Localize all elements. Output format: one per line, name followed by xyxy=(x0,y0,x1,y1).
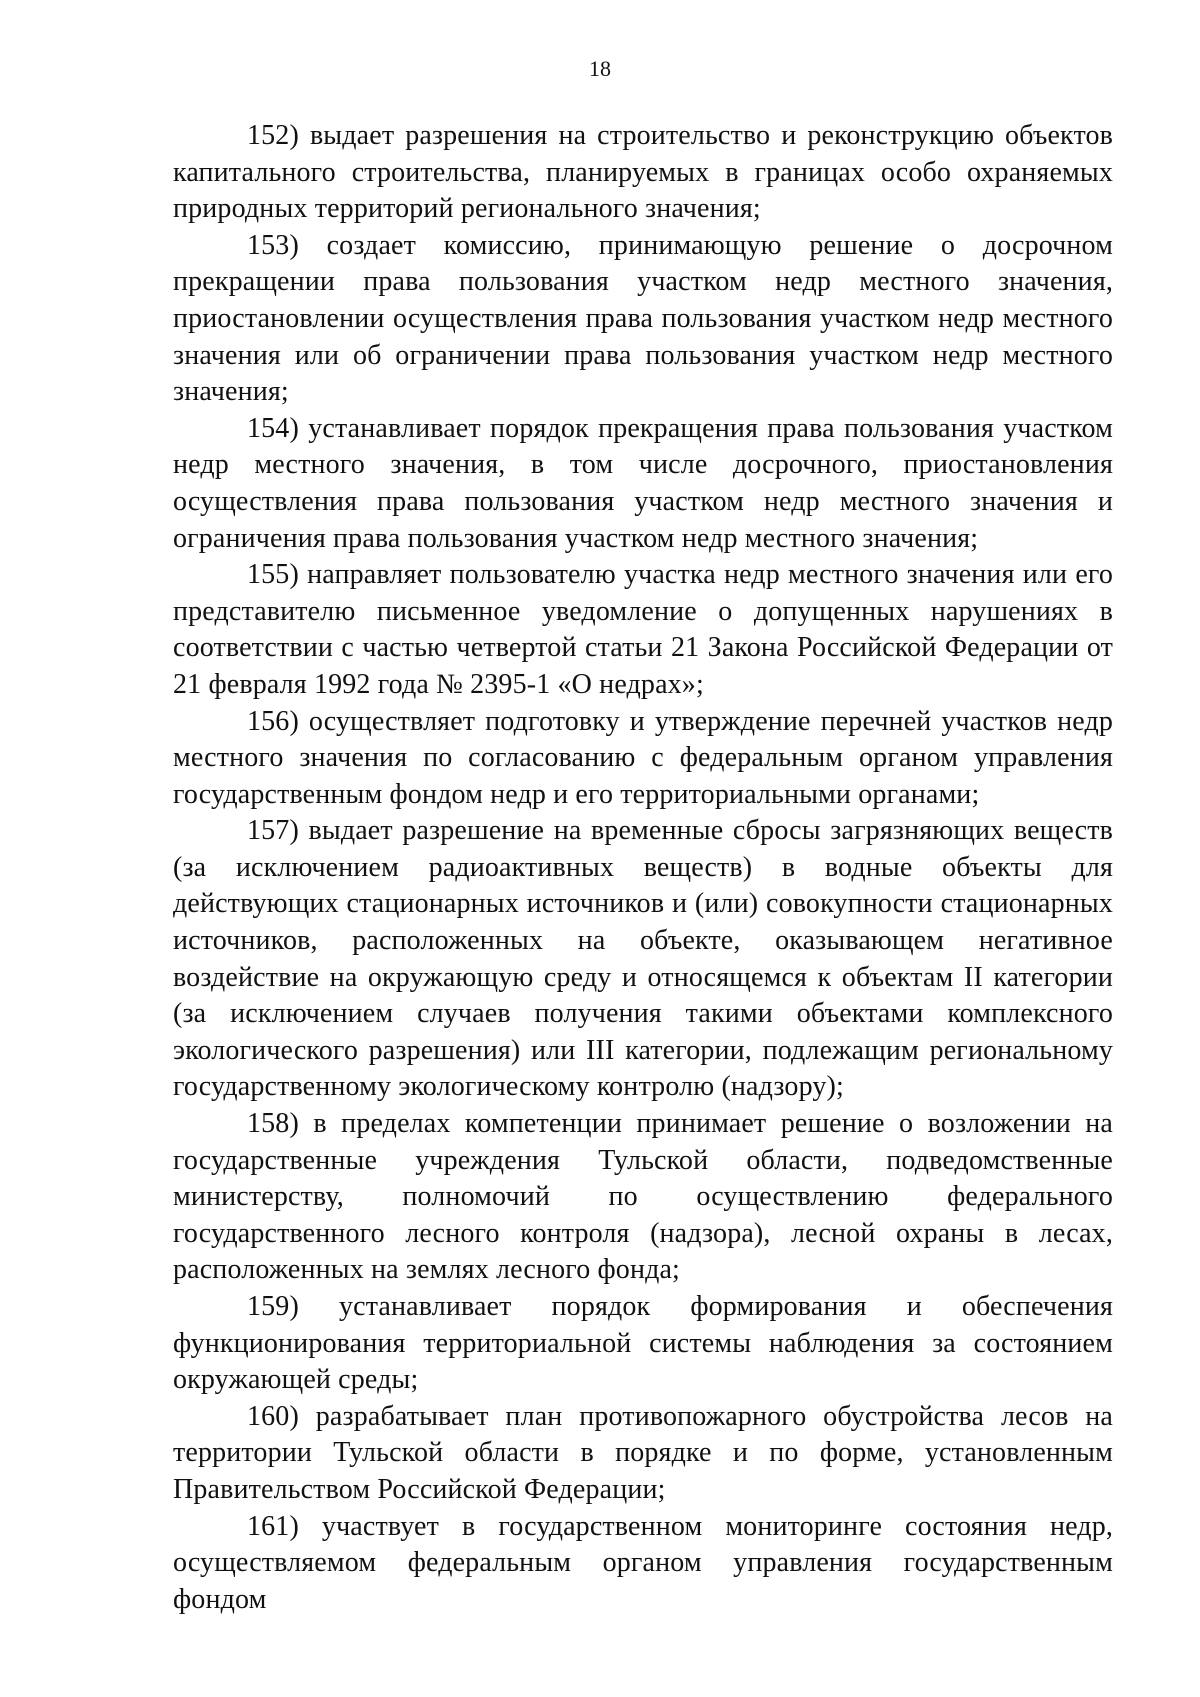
document-body xyxy=(173,118,1113,1618)
item-number: 156) xyxy=(247,705,299,737)
item-number: 154) xyxy=(247,412,299,444)
list-item xyxy=(173,1509,1113,1619)
item-number: 161) xyxy=(247,1510,299,1542)
item-number: 160) xyxy=(247,1400,299,1432)
item-text: устанавливает порядок формирования и обеспечения функционирования территориальной системы наблюдения за состоянием окружающей среды; xyxy=(173,1291,1114,1396)
item-text: создает комиссию, принимающую решение о досрочном прекращении права пользования участком недр местного значения, приостановлении осуществления права пользования участком недр местного значения или об ограничении права пользования участком недр местного значения; xyxy=(173,229,1113,408)
item-text: осуществляет подготовку и утверждение перечней участков недр местного значения по согласованию с федеральным органом управления государственным фондом недр и его территориальными органами; xyxy=(173,705,1113,810)
item-text: устанавливает порядок прекращения права пользования участком недр местного значения, в том числе досрочного, приостановления осуществления права пользования участком недр местного значения и ограничения права пользования участком недр местного значения; xyxy=(173,412,1114,554)
list-item xyxy=(173,118,1113,228)
item-number: 158) xyxy=(247,1108,299,1140)
item-number: 155) xyxy=(247,559,299,591)
list-item xyxy=(173,1289,1113,1399)
list-item xyxy=(173,1106,1113,1289)
list-item xyxy=(173,557,1113,703)
list-item xyxy=(173,704,1113,814)
list-item xyxy=(173,411,1113,557)
item-text: выдает разрешение на временные сбросы загрязняющих веществ (за исключением радиоактивных веществ) в водные объекты для действующих стационарных источников и (или) совокупности стационарных источников, расположенных на объекте, оказывающем негативное воздействие на окружающую среду и относящемся к объектам II категории (за исключением случаев получения такими объектами комплексного экологического разрешения) или III категории, подлежащим региональному государственному экологическому контролю (надзору); xyxy=(173,815,1113,1103)
item-number: 159) xyxy=(247,1291,299,1322)
item-text: в пределах компетенции принимает решение о возложении на государственные учреждения Тульской области, подведомственные министерству, полномочий по осуществлению федерального государственного лесного контроля (надзора), лесной охраны в лесах, расположенных на землях лесного фонда; xyxy=(173,1108,1113,1286)
list-item xyxy=(173,1399,1113,1509)
item-number: 152) xyxy=(247,120,299,151)
page-number: 18 xyxy=(589,56,611,81)
list-item xyxy=(173,228,1113,411)
item-text: направляет пользователю участка недр местного значения или его представителю письменное уведомление о допущенных нарушениях в соответствии с частью четвертой статьи 21 Закона Российской Федерации от 21 февраля 1992 года № 2395-1 «О недрах»; xyxy=(173,559,1114,700)
list-item xyxy=(173,813,1113,1106)
item-text: участвует в государственном мониторинге состояния недр, осуществляемом федеральным органом управления государственным фондом xyxy=(173,1510,1113,1615)
item-number: 157) xyxy=(247,815,299,847)
item-text: разрабатывает план противопожарного обустройства лесов на территории Тульской области в порядке и по форме, установленным Правительством Российской Федерации; xyxy=(173,1400,1113,1505)
item-number: 153) xyxy=(247,229,299,261)
item-text: выдает разрешения на строительство и реконструкцию объектов капитального строительства, планируемых в границах особо охраняемых природных территорий регионального значения; xyxy=(173,120,1113,225)
